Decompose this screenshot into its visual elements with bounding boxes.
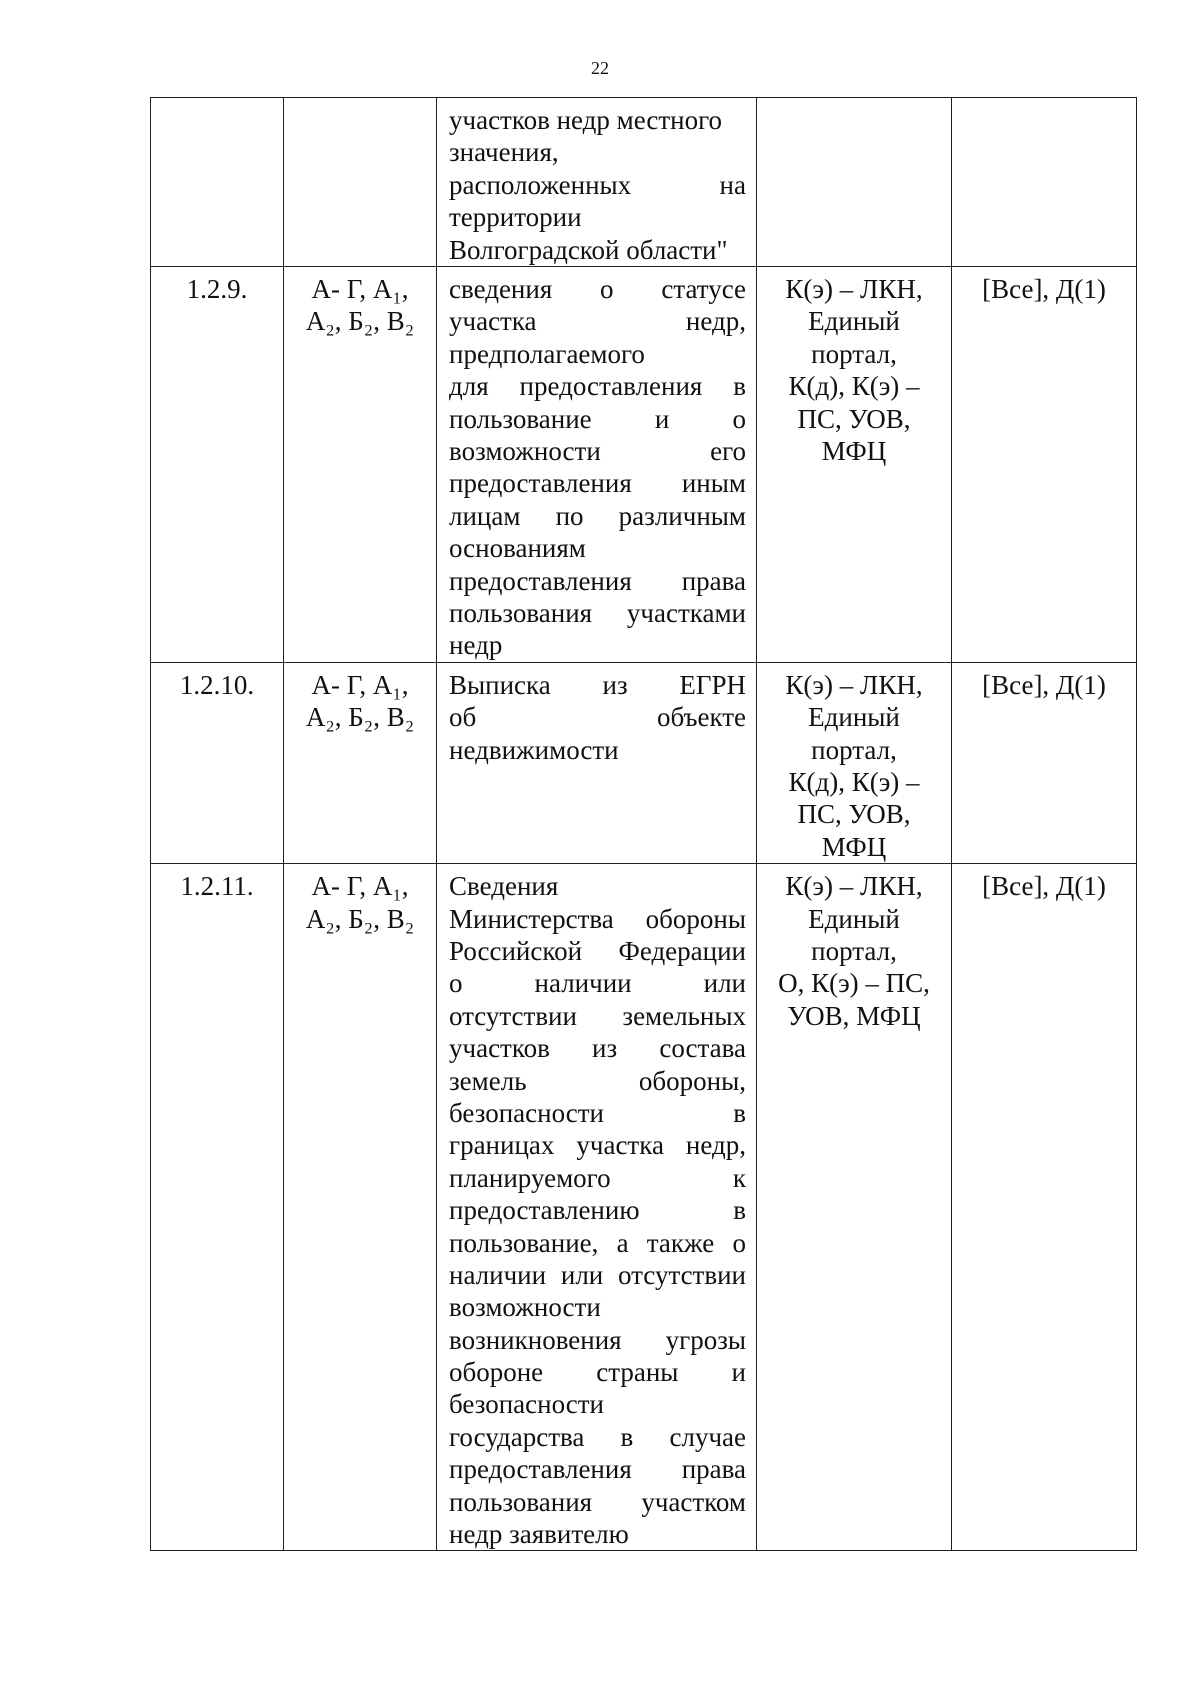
description-line: недр [449, 630, 503, 661]
description-line: основаниям [449, 533, 586, 564]
access-method-line: портал, [811, 936, 897, 966]
description-line: пользование и о [449, 403, 746, 434]
description-line: отсутствии земельных [449, 1000, 746, 1031]
access-method-cell [757, 267, 952, 663]
access-method-line: К(э) – ЛКН, [785, 871, 923, 902]
description-line: недвижимости [449, 734, 619, 765]
category-codes-cell [284, 662, 437, 863]
description-line: участков недр местного [449, 105, 723, 135]
description-line: сведения о статусе [449, 274, 746, 305]
description-line: территории [449, 202, 582, 233]
description-line: пользование, а также о [449, 1227, 746, 1258]
visibility-cell: [Все], Д(1) [952, 267, 1137, 663]
category-codes-line: А₂, Б₂, В₂ [305, 702, 415, 733]
description-line: участка недр, [449, 306, 746, 337]
access-method-line: портал, [811, 338, 897, 369]
row-number-cell: 1.2.9. [151, 267, 284, 663]
description-line: безопасности в [449, 1097, 746, 1128]
visibility-cell: [Все], Д(1) [952, 662, 1137, 863]
description-cell [437, 662, 757, 863]
description-line: предоставления права [449, 565, 746, 596]
category-codes-line: А- Г, А₁, [311, 669, 409, 700]
access-method-line: К(д), К(э) – [788, 371, 920, 402]
access-method-line: ПС, УОВ, [797, 799, 911, 830]
access-method-cell [757, 662, 952, 863]
document-table [150, 97, 1137, 1551]
table-row [151, 864, 1137, 1551]
description-line: земель обороны, [449, 1065, 746, 1096]
description-line: Сведения [449, 871, 559, 902]
description-line: пользования участками [449, 597, 746, 628]
description-line: Российской Федерации [449, 935, 746, 966]
access-method-line: О, К(э) – ПС, [778, 968, 930, 999]
description-line: Волгоградской области" [449, 234, 728, 265]
table-row [151, 267, 1137, 663]
table-row [151, 98, 1137, 267]
access-method-cell [757, 864, 952, 1551]
description-line: Министерства обороны [449, 903, 746, 934]
description-line: расположенных на [449, 169, 746, 200]
description-line: безопасности [449, 1389, 604, 1420]
category-codes-line: А₂, Б₂, В₂ [305, 903, 415, 934]
access-method-line: МФЦ [821, 436, 887, 467]
access-method-cell [757, 98, 952, 267]
access-method-line: Единый [808, 903, 900, 934]
category-codes-cell [284, 267, 437, 663]
description-line: обороне страны и [449, 1357, 746, 1388]
description-line: наличии или отсутствии [449, 1259, 746, 1290]
category-codes-line: А₂, Б₂, В₂ [305, 306, 415, 337]
access-method-line: портал, [811, 734, 897, 765]
access-method-line: УОВ, МФЦ [787, 1000, 921, 1031]
visibility-cell: [Все], Д(1) [952, 864, 1137, 1551]
row-number-cell: 1.2.11. [151, 864, 284, 1551]
row-number-cell [151, 98, 284, 267]
description-line: государства в случае [449, 1421, 746, 1452]
category-codes-cell [284, 98, 437, 267]
description-line: о наличии или [449, 968, 746, 999]
description-line: для предоставления в [449, 371, 746, 402]
category-codes-cell [284, 864, 437, 1551]
description-line: недр заявителю [449, 1519, 629, 1550]
description-line: предоставления права [449, 1454, 746, 1485]
description-line: планируемого к [449, 1162, 746, 1193]
category-codes-line: А- Г, А₁, [311, 871, 409, 902]
description-line: об объекте [449, 702, 746, 733]
access-method-line: К(э) – ЛКН, [785, 669, 923, 700]
description-line: возникновения угрозы [449, 1324, 746, 1355]
visibility-cell [952, 98, 1137, 267]
description-cell [437, 864, 757, 1551]
category-codes-line: А- Г, А₁, [311, 274, 409, 305]
table-body [151, 98, 1137, 1551]
description-line: пользования участком [449, 1486, 746, 1517]
access-method-line: Единый [808, 702, 900, 733]
description-line: границах участка недр, [449, 1130, 746, 1161]
access-method-line: ПС, УОВ, [797, 403, 911, 434]
description-line: лицам по различным [449, 500, 746, 531]
description-cell [437, 267, 757, 663]
row-number-cell: 1.2.10. [151, 662, 284, 863]
description-line: возможности [449, 1292, 601, 1323]
description-line: участков из состава [449, 1033, 746, 1064]
description-line: значения, [449, 137, 559, 168]
access-method-line: Единый [808, 306, 900, 337]
description-line: предполагаемого [449, 338, 645, 369]
access-method-line: К(э) – ЛКН, [785, 274, 923, 305]
access-method-line: К(д), К(э) – [788, 766, 920, 797]
description-line: предоставлению в [449, 1195, 746, 1226]
table-row [151, 662, 1137, 863]
description-cell [437, 98, 757, 267]
description-line: Выписка из ЕГРН [449, 669, 746, 700]
access-method-line: МФЦ [821, 831, 887, 862]
description-line: возможности его [449, 435, 746, 466]
page-number: 22 [591, 58, 609, 78]
description-line: предоставления иным [449, 468, 746, 499]
